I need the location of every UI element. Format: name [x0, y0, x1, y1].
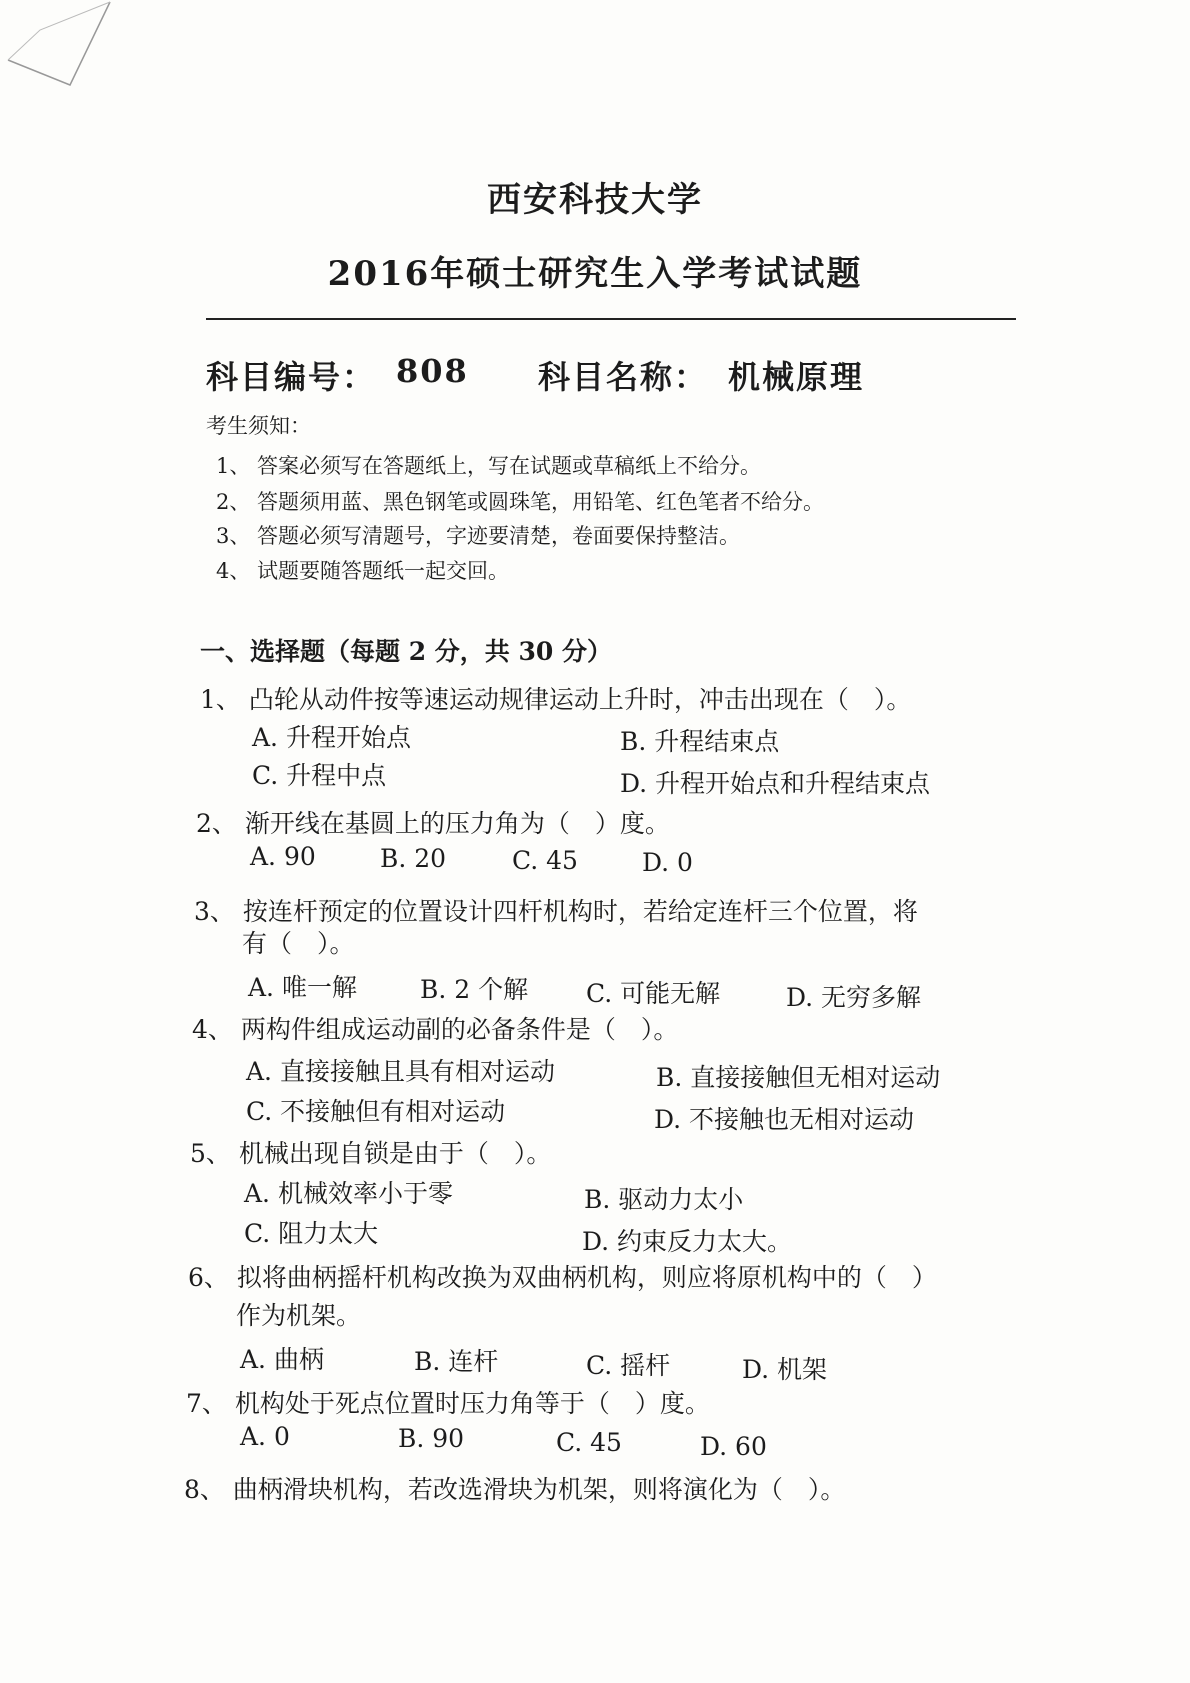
question-option: B. 升程结束点: [620, 727, 780, 756]
question-stem-continued: 有（ ）。: [242, 929, 355, 958]
question-option: D. 约束反力太大。: [582, 1227, 793, 1256]
subject-name-label: 科目名称：: [538, 358, 709, 396]
notice-item: 4、 试题要随答题纸一起交回。: [216, 559, 510, 583]
question-option: A. 0: [240, 1422, 290, 1451]
question-option: C. 45: [556, 1428, 622, 1457]
notice-title: 考生须知：: [206, 414, 311, 438]
question-option: B. 90: [398, 1424, 465, 1453]
subject-name: 机械原理: [728, 358, 865, 396]
question-option: D. 60: [700, 1432, 767, 1461]
question-stem: 8、 曲柄滑块机构，若改选滑块为机架，则将演化为（ ）。: [184, 1475, 846, 1504]
subject-code-label: 科目编号：: [206, 358, 377, 396]
question-option: C. 45: [512, 846, 578, 875]
question-option: B. 连杆: [414, 1347, 499, 1376]
question-option: D. 升程开始点和升程结束点: [620, 769, 931, 798]
question-option: B. 驱动力太小: [584, 1185, 744, 1214]
question-option: C. 可能无解: [586, 979, 721, 1008]
section-heading: 一、选择题（每题 2 分，共 30 分）: [200, 637, 613, 666]
question-option: A. 直接接触且具有相对运动: [246, 1057, 555, 1086]
question-option: A. 机械效率小于零: [244, 1179, 453, 1208]
notice-item: 1、 答案必须写在答题纸上，写在试题或草稿纸上不给分。: [216, 454, 762, 478]
question-stem: 6、 拟将曲柄摇杆机构改换为双曲柄机构，则应将原机构中的（ ）: [188, 1263, 937, 1292]
question-stem: 1、 凸轮从动件按等速运动规律运动上升时，冲击出现在（ ）。: [200, 685, 912, 714]
exam-title: 2016年硕士研究生入学考试试题: [327, 254, 863, 294]
question-stem: 7、 机构处于死点位置时压力角等于（ ）度。: [186, 1389, 710, 1418]
question-option: C. 升程中点: [252, 761, 387, 790]
folded-corner-mark: [0, 0, 120, 110]
question-stem: 3、 按连杆预定的位置设计四杆机构时，若给定连杆三个位置，将: [194, 897, 918, 926]
question-stem: 4、 两构件组成运动副的必备条件是（ ）。: [192, 1015, 679, 1044]
question-option: B. 20: [380, 844, 447, 873]
subject-code: 808: [396, 352, 469, 390]
question-option: C. 摇杆: [586, 1351, 671, 1380]
header-divider: [206, 318, 1016, 320]
question-option: B. 直接接触但无相对运动: [656, 1063, 941, 1092]
question-option: A. 曲柄: [240, 1345, 324, 1374]
question-option: C. 不接触但有相对运动: [246, 1097, 506, 1126]
question-option: D. 不接触也无相对运动: [654, 1105, 915, 1134]
question-option: A. 90: [250, 842, 316, 871]
university-title: 西安科技大学: [487, 180, 703, 220]
question-option: B. 2 个解: [420, 975, 529, 1004]
question-stem: 2、 渐开线在基圆上的压力角为（ ）度。: [196, 809, 670, 838]
notice-item: 3、 答题必须写清题号，字迹要清楚，卷面要保持整洁。: [216, 524, 741, 548]
question-option: D. 机架: [742, 1355, 828, 1384]
question-stem-continued: 作为机架。: [236, 1301, 362, 1330]
question-option: D. 0: [642, 848, 693, 877]
notice-item: 2、 答题须用蓝、黑色钢笔或圆珠笔，用铅笔、红色笔者不给分。: [216, 490, 825, 514]
question-option: D. 无穷多解: [786, 983, 922, 1012]
question-option: C. 阻力太大: [244, 1219, 379, 1248]
question-option: A. 唯一解: [248, 973, 357, 1002]
question-stem: 5、 机械出现自锁是由于（ ）。: [190, 1139, 552, 1168]
question-option: A. 升程开始点: [252, 723, 411, 752]
